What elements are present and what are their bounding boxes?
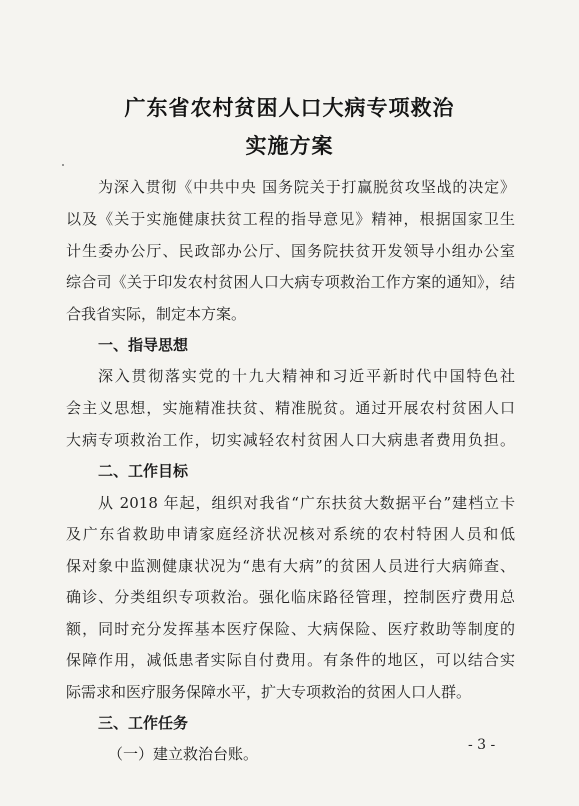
paragraph-line: 保对象中监测健康状况为“患有大病”的贫困人员进行大病筛查、 (66, 557, 515, 575)
intro-line: 以及《关于实施健康扶贫工程的指导意见》精神，根据国家卫生 (66, 210, 515, 228)
paragraph-line: 及广东省救助申请家庭经济状况核对系统的农村特困人员和低 (66, 525, 515, 543)
paragraph-line: 大病专项救治工作，切实减轻农村贫困人口大病患者费用负担。 (66, 431, 515, 449)
paragraph-line: 额，同时充分发挥基本医疗保险、大病保险、医疗救助等制度的 (66, 620, 515, 638)
page-number: - 3 - (468, 737, 496, 753)
section-heading-work-goals: 二、工作目标 (98, 462, 189, 480)
section-heading-guiding-principles: 一、指导思想 (98, 336, 189, 354)
intro-line: 综合司《关于印发农村贫困人口大病专项救治工作方案的通知》，结 (66, 273, 515, 291)
intro-line: 合我省实际，制定本方案。 (66, 305, 247, 323)
document-title-line-2: 实施方案 (245, 133, 334, 158)
document-title-line-1: 广东省农村贫困人口大病专项救治 (124, 95, 455, 120)
section-heading-work-tasks: 三、工作任务 (98, 714, 189, 732)
subsection-heading-establish-ledger: （一）建立救治台账。 (108, 745, 259, 763)
scan-speck (62, 164, 64, 166)
intro-line: 为深入贯彻《中共中央 国务院关于打赢脱贫攻坚战的决定》 (98, 178, 515, 196)
paragraph-line: 保障作用，减低患者实际自付费用。有条件的地区，可以结合实 (66, 651, 515, 669)
paragraph-line: 深入贯彻落实党的十九大精神和习近平新时代中国特色社 (98, 367, 515, 385)
paragraph-line: 确诊、分类组织专项救治。强化临床路径管理，控制医疗费用总 (66, 588, 515, 606)
paragraph-line: 从 2018 年起，组织对我省“广东扶贫大数据平台”建档立卡 (98, 494, 515, 512)
paragraph-line: 会主义思想，实施精准扶贫、精准脱贫。通过开展农村贫困人口 (66, 399, 515, 417)
paragraph-line: 际需求和医疗服务保障水平，扩大专项救治的贫困人口人群。 (66, 683, 472, 701)
intro-line: 计生委办公厅、民政部办公厅、国务院扶贫开发领导小组办公室 (66, 242, 515, 260)
